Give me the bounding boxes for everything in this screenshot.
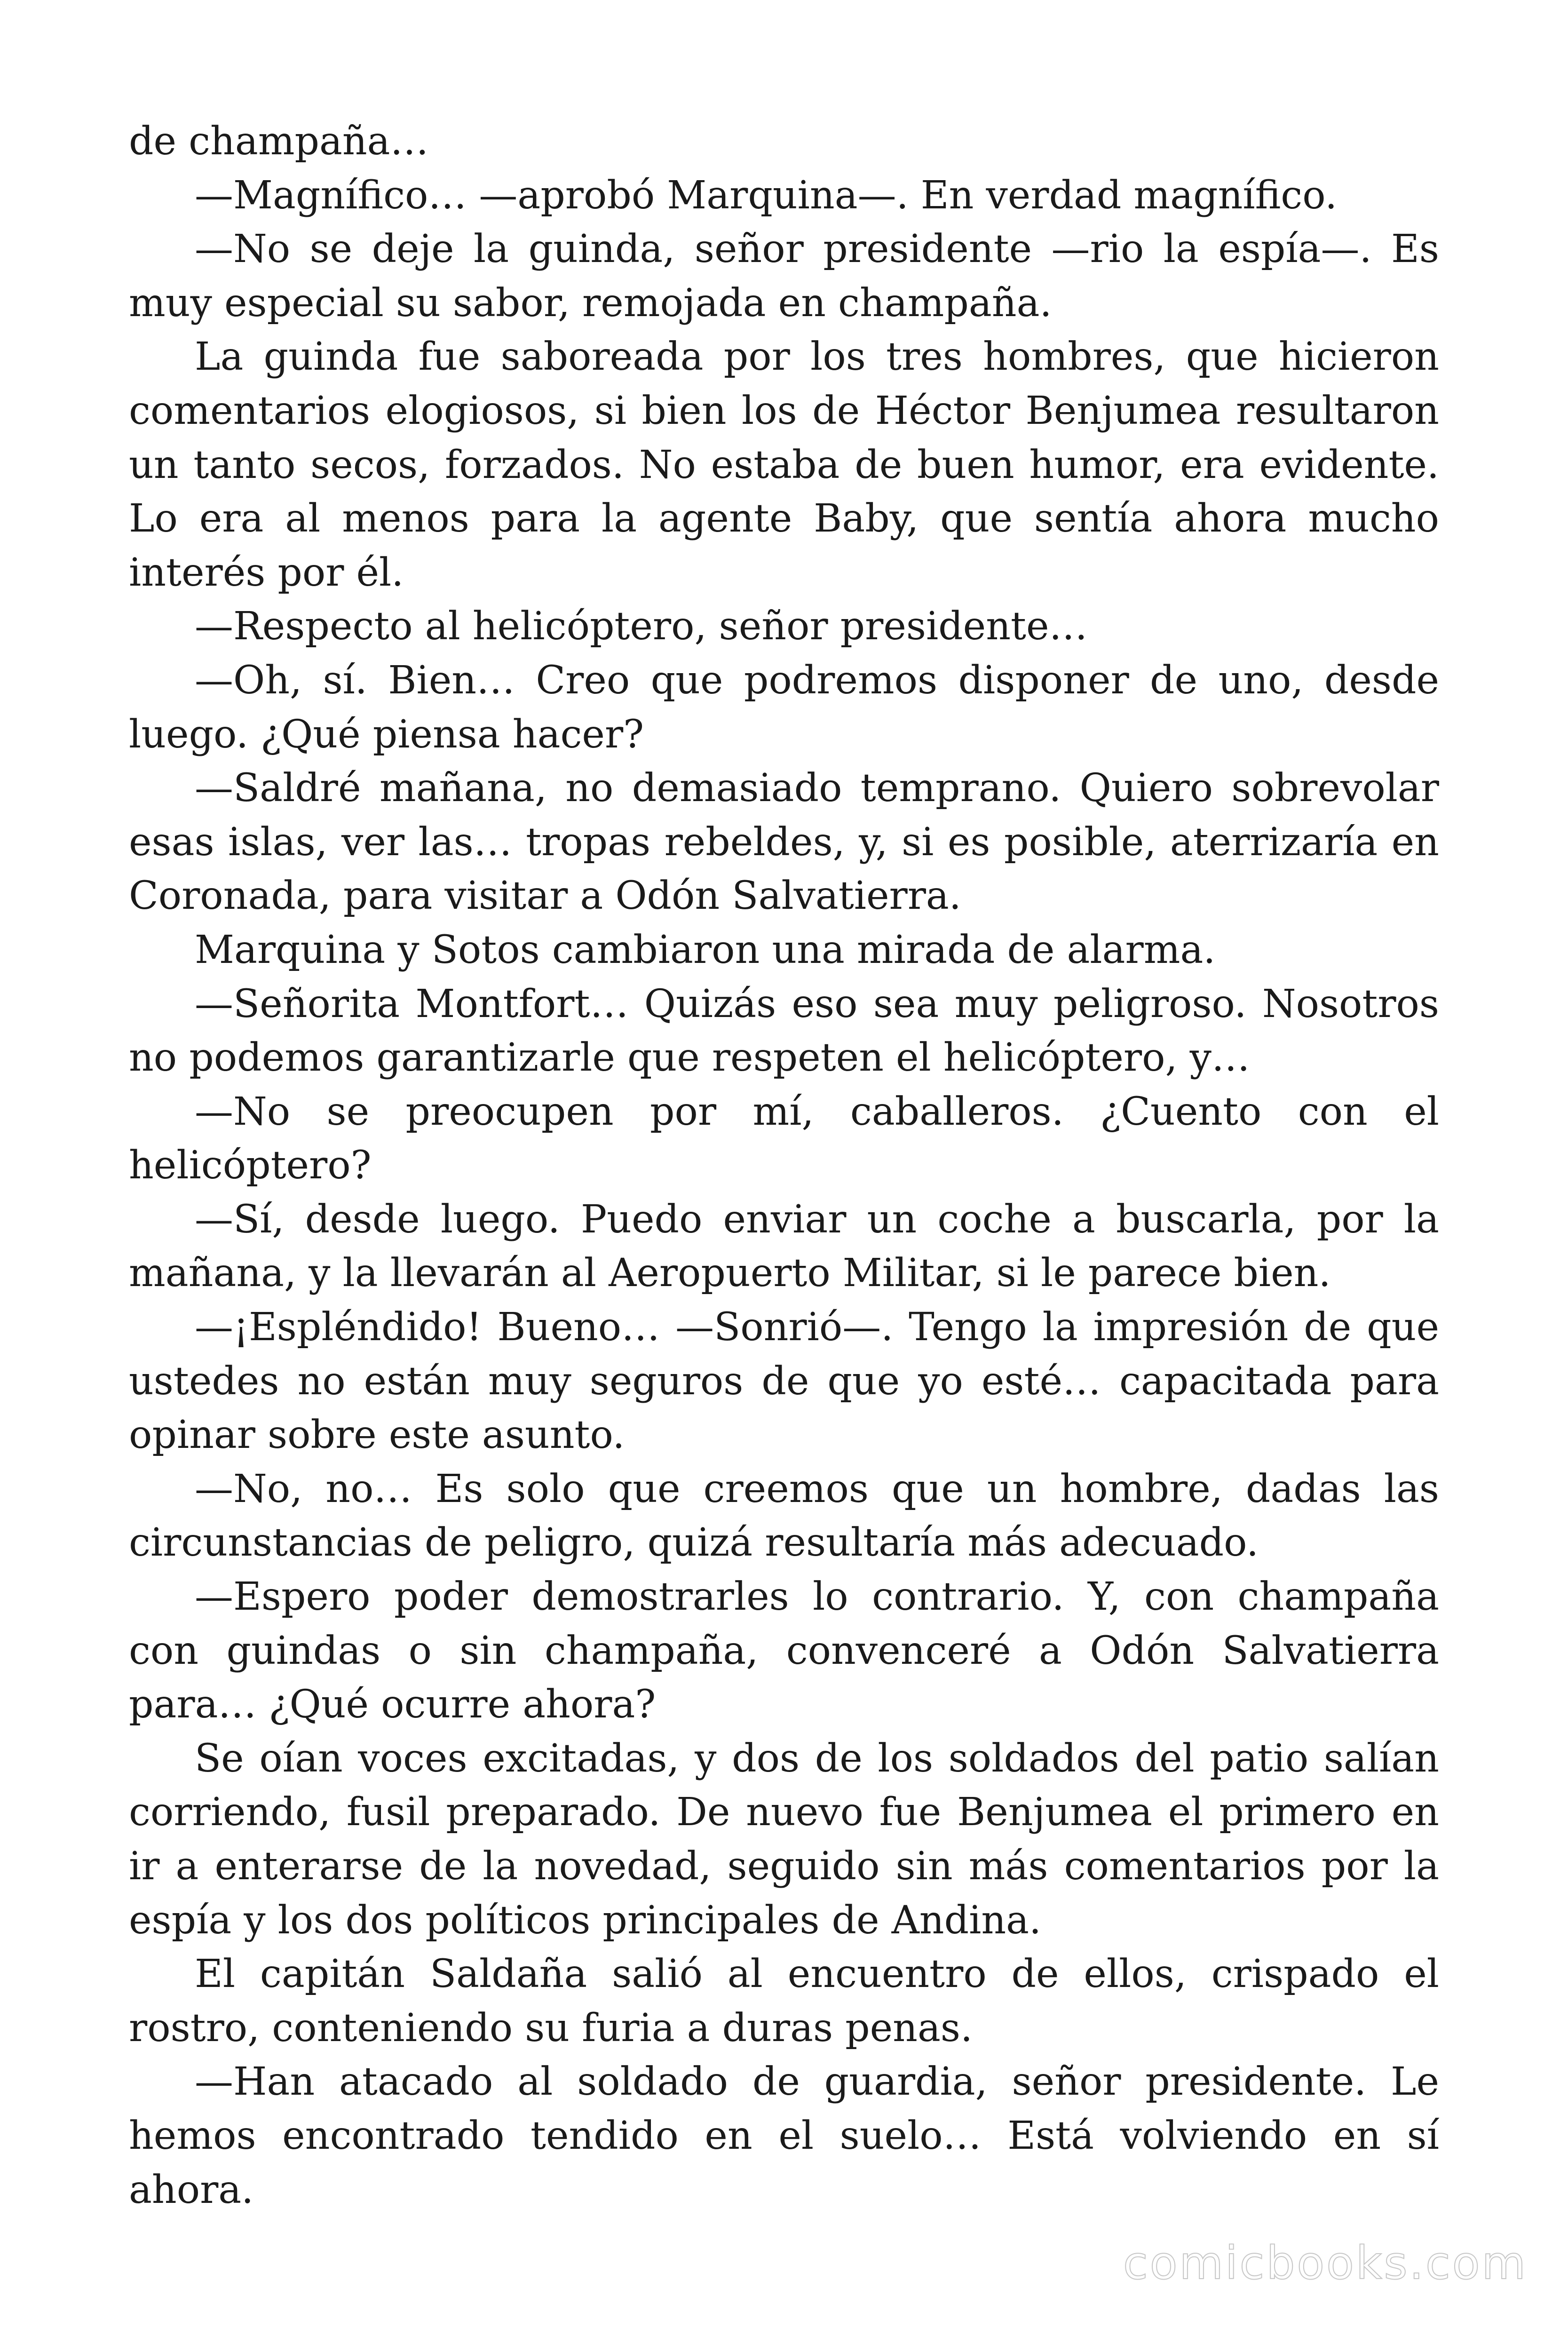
paragraph: —Señorita Montfort… Quizás eso sea muy peligroso. Nosotros no podemos garantizarle que respeten el helicóptero, y… (129, 981, 1439, 1081)
paragraph: El capitán Saldaña salió al encuentro de ellos, crispado el rostro, conteniendo su furia a duras penas. (129, 1952, 1439, 2050)
paragraph: —No, no… Es solo que creemos que un hombre, dadas las circunstancias de peligro, quizá resultaría más adecuado. (129, 1466, 1439, 1565)
paragraph: —Oh, sí. Bien… Creo que podremos disponer de uno, desde luego. ¿Qué piensa hacer? (129, 658, 1439, 757)
paragraph: —No se preocupen por mí, caballeros. ¿Cuento con el helicóptero? (129, 1089, 1439, 1188)
watermark: comicbooks.com (1123, 2237, 1528, 2289)
paragraph: —¡Espléndido! Bueno… —Sonrió—. Tengo la impresión de que ustedes no están muy seguros de que yo esté… capacitada para opinar sobre este asunto. (129, 1305, 1439, 1458)
paragraph: —Han atacado al soldado de guardia, señor presidente. Le hemos encontrado tendido en el suelo… Está volviendo en sí ahora. (129, 2059, 1439, 2212)
paragraph: —Espero poder demostrarles lo contrario. Y, con champaña con guindas o sin champaña, convenceré a Odón Salvatierra para… ¿Qué ocurre ahora? (129, 1574, 1439, 1727)
paragraph: —Respecto al helicóptero, señor presidente… (195, 604, 1088, 649)
paragraph: —No se deje la guinda, señor presidente —rio la espía—. Es muy especial su sabor, remojada en champaña. (129, 227, 1439, 326)
paragraph: —Magnífico… —aprobó Marquina—. En verdad magnífico. (195, 173, 1338, 218)
paragraph: Marquina y Sotos cambiaron una mirada de alarma. (195, 927, 1216, 972)
paragraph: Se oían voces excitadas, y dos de los soldados del patio salían corriendo, fusil preparado. De nuevo fue Benjumea el primero en ir a enterarse de la novedad, seguido sin más comentarios por la espía y los dos políticos principales de Andina. (129, 1736, 1439, 1943)
paragraph: La guinda fue saboreada por los tres hombres, que hicieron comentarios elogiosos, si bien los de Héctor Benjumea resultaron un tanto secos, forzados. No estaba de buen humor, era evidente. Lo era al menos para la agente Baby, que sentía ahora mucho interés por él. (129, 334, 1439, 595)
paragraph: —Saldré mañana, no demasiado temprano. Quiero sobrevolar esas islas, ver las… tropas rebeldes, y, si es posible, aterrizaría en Coronada, para visitar a Odón Salvatierra. (129, 766, 1439, 919)
page-text (129, 115, 1439, 2217)
paragraph: —Sí, desde luego. Puedo enviar un coche a buscarla, por la mañana, y la llevarán al Aeropuerto Militar, si le parece bien. (129, 1197, 1439, 1296)
paragraph: de champaña… (129, 119, 429, 164)
